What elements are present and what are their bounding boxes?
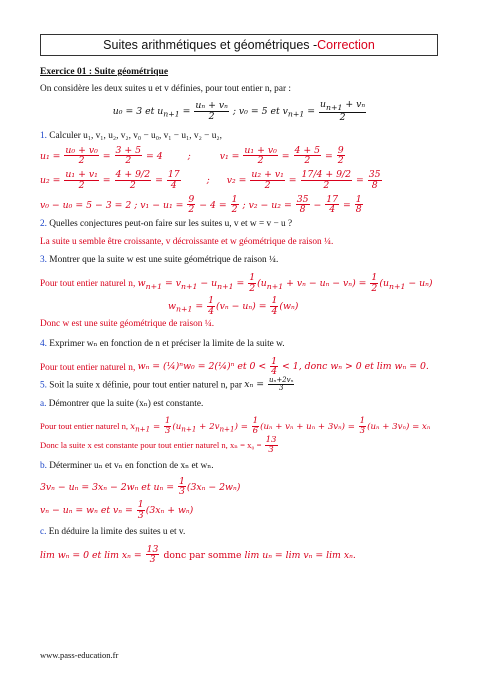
page-title-correction: Correction xyxy=(317,38,375,52)
answer-3-line1: Pour tout entier naturel n, $w_{n+1} = v_{n+1} - u_{n+1}$ = $\frac{1}{2}$ $(u_{n+1} + v_n - u_n - v_n)$ = $\frac{1}{2}$ $(u_{n+1} - u_n)$ xyxy=(40,271,433,294)
answer-1-row2: u₂ = $\frac{\text{u₁ + v₁}}{2}$ = $\frac{4 + 9/2}{2}$ = $\frac{17}{4}$ ; v₂ = $\frac{\text{u₂ + v₁}}{2}$ = $\frac{17/4 + 9/2}{2}$ = $\frac{35}{8}$ xyxy=(40,169,381,191)
answer-3-line2: $w_{n+1}$ = $\frac{1}{4}$ (vₙ − uₙ) = $\frac{1}{4}$ (wₙ) xyxy=(168,295,299,318)
answer-5c: lim wₙ = 0 et lim xₙ = $\frac{13}{3}$ donc par somme lim uₙ = lim vₙ = lim xₙ. xyxy=(40,543,356,566)
definition-formula: u₀ = 3 et $u_{n+1}$ = $\frac{\text{uₙ + vₙ}}{2}$ ; v₀ = 5 et $v_{n+1}$ = $\frac{u_{n+1} + v_n}{2}$ xyxy=(112,99,366,124)
question-5b: b. Déterminer uₙ et vₙ en fonction de xₙ et wₙ. xyxy=(40,460,214,471)
document-body xyxy=(40,66,440,565)
answer-5b-line1: 3vₙ − uₙ = 3xₙ − 2wₙ et uₙ = $\frac{1}{3}$ (3xₙ − 2wₙ) xyxy=(40,475,241,498)
question-5a: a. Démontrer que la suite (xₙ) est constante. xyxy=(40,398,204,409)
answer-2: La suite u semble être croissante, v décroissante et w géométrique de raison ¼. xyxy=(40,237,334,248)
answer-5b-line2: vₙ − uₙ = wₙ et vₙ = $\frac{1}{3}$ (3xₙ + wₙ) xyxy=(40,499,194,521)
footer-url: www.pass-education.fr xyxy=(40,650,119,660)
question-2: 2. Quelles conjectures peut-on faire sur les suites u, v et w = v − u ? xyxy=(40,219,293,230)
question-4: 4. Exprimer wₙ en fonction de n et préciser la limite de la suite w. xyxy=(40,338,285,349)
answer-5a-line2: Donc la suite x est constante pour tout entier naturel n, xₙ = x₀ = $\frac{13}{3}$ xyxy=(40,434,277,455)
answer-1-row3: v₀ − u₀ = 5 − 3 = 2 ; v₁ − u₁ = $\frac{9}{2}$ − 4 = $\frac{1}{2}$ ; v₂ − u₂ = $\frac{35}{8}$ − $\frac{17}{4}$ = $\frac{1}{8}$ xyxy=(40,193,362,216)
answer-5a-line1: Pour tout entier naturel n, $x_{n+1}$ = $\frac{1}{3}$ $(u_{n+1} + 2v_{n+1})$ = $\frac{1}{6}$ (uₙ + vₙ + uₙ + 3vₙ) = $\frac{1}{3}$ (uₙ + 3vₙ) = xₙ xyxy=(40,415,431,436)
answer-4: Pour tout entier naturel n, wₙ = (¼)ⁿw₀ = 2(¼)ⁿ et 0 < $\frac{1}{4}$ < 1, donc wₙ > 0 et lim wₙ = 0. xyxy=(40,355,429,378)
question-3: 3. Montrer que la suite w est une suite géométrique de raison ¼. xyxy=(40,254,279,265)
question-1: 1. Calculer u₁, v₁, u₂, v₂, v₀ − u₀, v₁ − u₁, v₂ − u₂, xyxy=(40,130,222,141)
page-title: Suites arithmétiques et géométriques - xyxy=(103,38,318,52)
title-box xyxy=(40,34,438,56)
answer-1-row1: u₁ = $\frac{\text{u₀ + v₀}}{2}$ = $\frac{3 + 5}{2}$ = 4 ; v₁ = $\frac{\text{u₁ + v₀}}{2}$ = $\frac{4 + 5}{2}$ = $\frac{9}{2}$ xyxy=(40,144,344,167)
exercise-title: Exercice 01 : Suite géométrique xyxy=(40,67,169,77)
intro-text: On considère les deux suites u et v définies, pour tout entier n, par : xyxy=(40,84,291,95)
answer-3-conclusion: Donc w est une suite géométrique de raison ¼. xyxy=(40,318,215,329)
question-5: 5. Soit la suite x définie, pour tout entier naturel n, par xₙ = $\frac{\text{uₙ+2vₙ}}{3}$ xyxy=(40,376,294,393)
question-5c: c. En déduire la limite des suites u et v. xyxy=(40,526,186,537)
